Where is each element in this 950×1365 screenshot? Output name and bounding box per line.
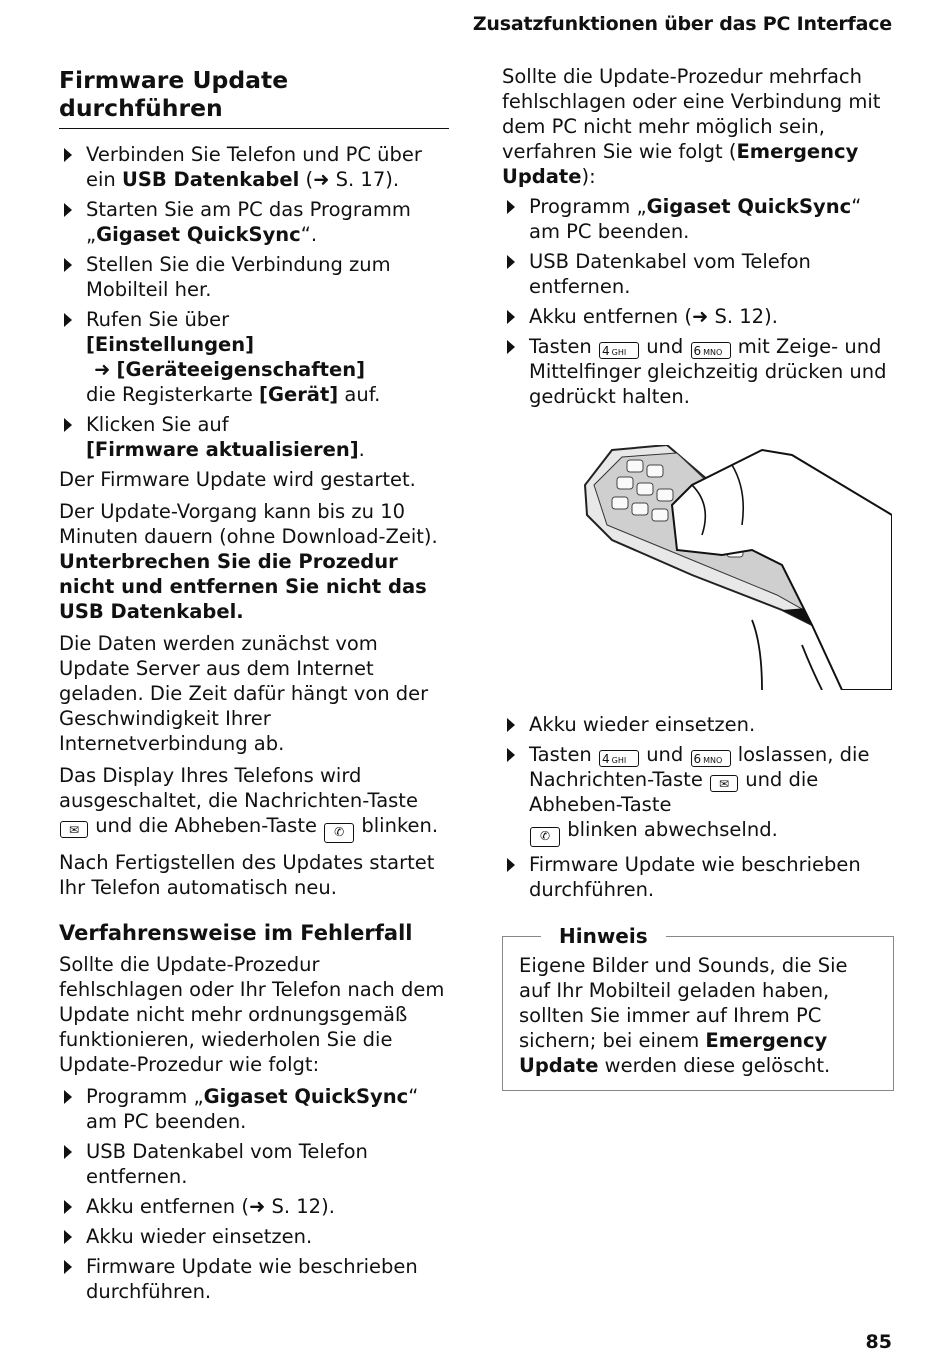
list-item: Tasten 4 GHI und 6 MNO loslassen, die Nachrichten-Taste ✉ und die Abheben-Taste ✆ blinken abwechselnd. [502, 742, 894, 847]
paragraph: Die Daten werden zunächst vom Update Server aus dem Internet geladen. Die Zeit dafür hängt von der Geschwindigkeit Ihrer Internetverbindung ab. [59, 632, 429, 755]
list-item: Verbinden Sie Telefon und PC über ein USB Datenkabel (➜ S. 17). [59, 142, 449, 192]
bullet-arrow-icon [507, 310, 515, 324]
hint-text: Eigene Bilder und Sounds, die Sie auf Ihr Mobilteil geladen haben, sollten Sie immer auf Ihrem PC sichern; bei einem Emergency Update werden diese gelöscht. [519, 954, 848, 1077]
list-item: Starten Sie am PC das Programm „Gigaset QuickSync“. [59, 197, 449, 247]
update-steps [59, 142, 449, 462]
subsection-heading: Verfahrensweise im Fehlerfall [59, 921, 413, 945]
list-item: Klicken Sie auf [Firmware aktualisieren]. [59, 412, 449, 462]
page-ref-arrow-icon: ➜ [313, 168, 336, 191]
hint-title: Hinweis [541, 923, 666, 949]
list-item: USB Datenkabel vom Telefon entfernen. [59, 1139, 449, 1189]
list-item: Programm „Gigaset QuickSync“ am PC beenden. [502, 194, 894, 244]
key-6-icon: 6 MNO [691, 750, 731, 767]
section-heading: Firmware Update durchführen [59, 64, 449, 129]
list-item: Stellen Sie die Verbindung zum Mobilteil her. [59, 252, 449, 302]
bullet-arrow-icon [64, 1090, 72, 1104]
bullet-arrow-icon [64, 1260, 72, 1274]
bullet-arrow-icon [64, 418, 72, 432]
paragraph: Der Firmware Update wird gestartet. [59, 468, 416, 491]
emergency-update-steps-continued [502, 712, 894, 902]
list-item: USB Datenkabel vom Telefon entfernen. [502, 249, 894, 299]
page-number: 85 [865, 1331, 892, 1353]
list-item: Firmware Update wie beschrieben durchführen. [59, 1254, 449, 1304]
list-item: Akku wieder einsetzen. [502, 712, 894, 737]
message-key-icon: ✉ [60, 821, 88, 838]
key-4-icon: 4 GHI [599, 342, 639, 359]
paragraph: Sollte die Update-Prozedur mehrfach fehlschlagen oder eine Verbindung mit dem PC nicht mehr möglich sein, verfahren Sie wie folgt (Emergency Update): [502, 65, 881, 188]
list-item: Rufen Sie über [Einstellungen] ➜ [Geräteeigenschaften] die Registerkarte [Gerät] auf. [59, 307, 449, 407]
bullet-arrow-icon [507, 340, 515, 354]
bullet-arrow-icon [64, 203, 72, 217]
bullet-arrow-icon [507, 200, 515, 214]
right-column [502, 64, 894, 1091]
bullet-arrow-icon [64, 313, 72, 327]
running-header: Zusatzfunktionen über das PC Interface [472, 13, 892, 35]
bullet-arrow-icon [64, 258, 72, 272]
emergency-update-steps [502, 194, 894, 409]
bullet-arrow-icon [507, 858, 515, 872]
paragraph: Nach Fertigstellen des Updates startet Ihr Telefon automatisch neu. [59, 851, 435, 899]
handset-fingers-illustration [582, 445, 892, 690]
bullet-arrow-icon [507, 255, 515, 269]
paragraph: Der Update-Vorgang kann bis zu 10 Minuten dauern (ohne Download-Zeit). Unterbrechen Sie die Prozedur nicht und entfernen Sie nicht das USB Datenkabel. [59, 500, 438, 623]
list-item: Akku entfernen (➜ S. 12). [59, 1194, 449, 1219]
page-ref-arrow-icon: ➜ [691, 305, 715, 328]
bullet-arrow-icon [507, 748, 515, 762]
bullet-arrow-icon [64, 1230, 72, 1244]
paragraph: Das Display Ihres Telefons wird ausgeschaltet, die Nachrichten-Taste ✉ und die Abheben-Taste ✆ blinken. [59, 763, 449, 843]
list-item: Akku entfernen (➜ S. 12). [502, 304, 894, 329]
call-key-icon: ✆ [530, 827, 560, 847]
key-6-icon: 6 MNO [691, 342, 731, 359]
left-column [59, 64, 449, 1309]
bullet-arrow-icon [64, 1145, 72, 1159]
bullet-arrow-icon [64, 148, 72, 162]
list-item: Programm „Gigaset QuickSync“ am PC beenden. [59, 1084, 449, 1134]
list-item: Tasten 4 GHI und 6 MNO mit Zeige- und Mittelfinger gleichzeitig drücken und gedrückt halten. [502, 334, 894, 409]
page-ref-arrow-icon: ➜ [248, 1195, 272, 1218]
hint-box [502, 924, 894, 1091]
key-4-icon: 4 GHI [599, 750, 639, 767]
bullet-arrow-icon [507, 718, 515, 732]
error-recovery-steps [59, 1084, 449, 1304]
list-item: Firmware Update wie beschrieben durchführen. [502, 852, 894, 902]
message-key-icon: ✉ [710, 775, 738, 792]
call-key-icon: ✆ [324, 823, 354, 843]
list-item: Akku wieder einsetzen. [59, 1224, 449, 1249]
bullet-arrow-icon [64, 1200, 72, 1214]
paragraph: Sollte die Update-Prozedur fehlschlagen oder Ihr Telefon nach dem Update nicht mehr ordnungsgemäß funktionieren, wiederholen Sie die Update-Prozedur wie folgt: [59, 953, 445, 1076]
menu-path-arrow-icon: ➜ [94, 358, 117, 381]
